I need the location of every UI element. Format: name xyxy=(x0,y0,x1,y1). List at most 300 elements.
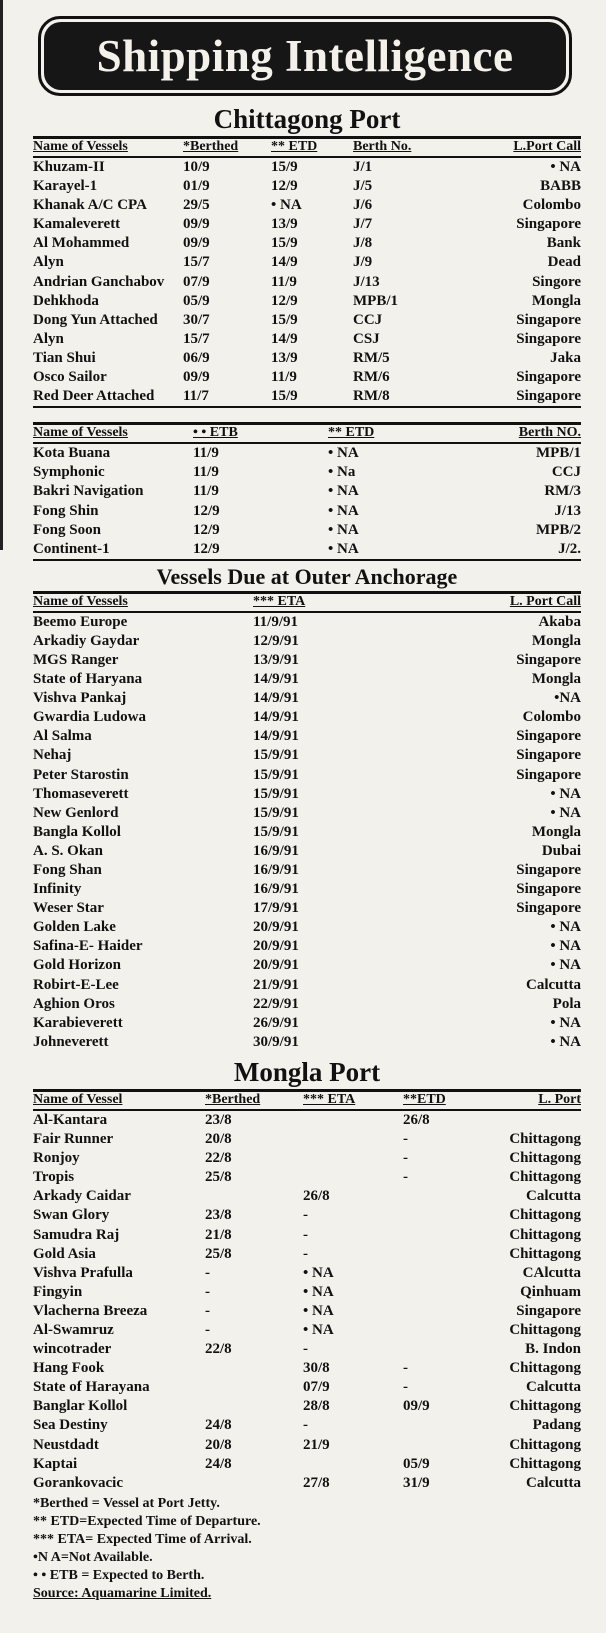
table-cell: 30/8 xyxy=(303,1360,330,1377)
table-cell: Robirt-E-Lee xyxy=(33,976,119,993)
table-cell: 13/9 xyxy=(271,216,298,233)
table-row xyxy=(33,766,581,785)
table-cell: 26/8 xyxy=(303,1188,330,1205)
table-cell xyxy=(303,1455,403,1474)
table-row xyxy=(33,670,581,689)
table-cell: 31/9 xyxy=(403,1474,430,1491)
table-cell: Peter Starostin xyxy=(33,766,129,783)
table-cell: 13/9 xyxy=(271,349,298,366)
table-cell: Singapore xyxy=(516,388,581,405)
table-cell: 21/9/91 xyxy=(253,976,299,993)
table-row xyxy=(33,918,581,937)
chittagong-heading: Chittagong Port xyxy=(213,104,401,134)
table-cell: • NA xyxy=(550,1014,581,1031)
table-cell: 11/9 xyxy=(193,445,219,462)
table-cell: • NA xyxy=(328,445,359,462)
table-cell: 11/9/91 xyxy=(253,613,299,630)
table-cell: 06/9 xyxy=(183,349,210,366)
column-header: Name of Vessels xyxy=(33,425,128,441)
table-cell: • NA xyxy=(271,197,302,214)
footnote-line: *Berthed = Vessel at Port Jetty. xyxy=(33,1495,220,1511)
table-cell: Fong Shin xyxy=(33,502,99,519)
chittagong-berthed-table xyxy=(33,136,581,408)
table-cell: Banglar Kollol xyxy=(33,1398,128,1415)
table-cell: Singore xyxy=(532,273,581,290)
masthead-banner xyxy=(38,16,572,96)
table-cell: CCJ xyxy=(353,311,383,328)
table-cell: 26/8 xyxy=(403,1111,430,1128)
table-cell: • NA xyxy=(303,1283,334,1300)
table-cell xyxy=(403,1416,473,1435)
table-cell: Gold Asia xyxy=(33,1245,96,1262)
table-cell: J/6 xyxy=(353,197,373,214)
table-cell xyxy=(205,1474,303,1493)
table-cell: RM/8 xyxy=(353,388,390,405)
table-cell: 11/7 xyxy=(183,388,209,405)
table-cell: 15/9/91 xyxy=(253,766,299,783)
table-cell xyxy=(303,1149,403,1168)
table-cell: - xyxy=(303,1417,308,1434)
table-cell: - xyxy=(403,1169,408,1186)
table-row xyxy=(33,1226,581,1245)
table-cell: 15/9 xyxy=(271,159,298,175)
table-row xyxy=(33,311,581,330)
table-cell xyxy=(403,1302,473,1321)
table-cell: 15/9/91 xyxy=(253,804,299,821)
table-row xyxy=(33,1283,581,1302)
table-cell: Singapore xyxy=(516,881,581,898)
table-cell: 01/9 xyxy=(183,178,210,195)
table-cell: 15/9 xyxy=(271,388,298,405)
table-cell: - xyxy=(303,1226,308,1243)
table-row xyxy=(33,1436,581,1455)
table-cell: 14/9/91 xyxy=(253,690,299,707)
table-cell: Al-Kantara xyxy=(33,1111,108,1128)
table-cell: J/9 xyxy=(353,254,373,271)
table-cell: 22/9/91 xyxy=(253,995,299,1012)
table-row xyxy=(33,521,581,540)
table-cell: Fingyin xyxy=(33,1283,83,1300)
table-row xyxy=(33,196,581,215)
table-cell xyxy=(473,1110,581,1130)
table-row xyxy=(33,1474,581,1493)
table-row xyxy=(33,842,581,861)
footnote-line: • • ETB = Expected to Berth. xyxy=(33,1567,205,1583)
table-cell: • NA xyxy=(303,1302,334,1319)
table-cell: • NA xyxy=(328,521,359,538)
table-cell: • NA xyxy=(328,483,359,500)
masthead-inner xyxy=(44,22,566,90)
table-cell: Samudra Raj xyxy=(33,1226,120,1243)
table-cell: Chittagong xyxy=(509,1226,581,1243)
table-cell: 17/9/91 xyxy=(253,900,299,917)
table-cell: Gold Horizon xyxy=(33,957,121,974)
table-cell: Singapore xyxy=(516,369,581,386)
table-cell: Chittagong xyxy=(509,1150,581,1167)
table-cell: Symphonic xyxy=(33,464,105,481)
table-cell: - xyxy=(403,1131,408,1148)
table-cell: • NA xyxy=(550,1033,581,1050)
table-row xyxy=(33,956,581,975)
table-row xyxy=(33,1378,581,1397)
table-cell: 11/9 xyxy=(193,483,219,500)
table-cell: Singapore xyxy=(516,747,581,764)
table-cell: 07/9 xyxy=(183,273,210,290)
table-cell xyxy=(403,1206,473,1225)
table-row xyxy=(33,1130,581,1149)
table-row xyxy=(33,349,581,368)
table-cell: 26/9/91 xyxy=(253,1014,299,1031)
table-cell: 30/9/91 xyxy=(253,1033,299,1050)
column-header: L. Port Call xyxy=(509,593,581,609)
column-header: L. Port xyxy=(538,1091,581,1107)
table-cell: J/7 xyxy=(353,216,373,233)
table-cell: Akaba xyxy=(538,613,581,630)
table-cell: Chittagong xyxy=(509,1436,581,1453)
footnote-line: *** ETA= Expected Time of Arrival. xyxy=(33,1531,252,1547)
table-cell: Ronjoy xyxy=(33,1150,80,1167)
table-cell xyxy=(403,1226,473,1245)
table-cell: Mongla xyxy=(531,671,581,688)
table-cell: Khanak A/C CPA xyxy=(33,197,147,214)
table-row xyxy=(33,1416,581,1435)
table-cell xyxy=(205,1378,303,1397)
table-row xyxy=(33,482,581,501)
table-cell: - xyxy=(303,1245,308,1262)
table-cell: Vlacherna Breeza xyxy=(33,1302,148,1319)
table-row xyxy=(33,976,581,995)
table-cell: 16/9/91 xyxy=(253,881,299,898)
table-cell xyxy=(403,1187,473,1206)
table-cell: 21/9 xyxy=(303,1436,330,1453)
table-cell: Beemo Europe xyxy=(33,613,128,630)
table-header-row xyxy=(33,1090,581,1110)
table-row xyxy=(33,387,581,407)
table-cell: 25/8 xyxy=(205,1245,232,1262)
table-cell: Singapore xyxy=(516,900,581,917)
table-row xyxy=(33,502,581,521)
table-cell: 05/9 xyxy=(403,1455,430,1472)
table-cell: 12/9 xyxy=(193,502,220,519)
table-cell: • NA xyxy=(550,804,581,821)
table-cell: Kota Buana xyxy=(33,445,111,462)
table-cell: 20/9/91 xyxy=(253,919,299,936)
table-row xyxy=(33,1455,581,1474)
table-cell: Arkadiy Gaydar xyxy=(33,632,140,649)
table-row xyxy=(33,234,581,253)
table-row xyxy=(33,1206,581,1225)
table-row xyxy=(33,253,581,272)
table-cell xyxy=(205,1359,303,1378)
column-header: *Berthed xyxy=(183,139,239,154)
table-cell: 15/9 xyxy=(271,311,298,328)
table-cell: MPB/1 xyxy=(536,445,581,462)
footnote-line: •N A=Not Available. xyxy=(33,1549,153,1565)
table-cell: J/1 xyxy=(353,159,373,175)
table-cell: Tian Shui xyxy=(33,349,96,366)
table-row xyxy=(33,1302,581,1321)
table-cell: Bakri Navigation xyxy=(33,483,144,500)
table-cell: 13/9/91 xyxy=(253,651,299,668)
table-cell xyxy=(403,1264,473,1283)
table-cell: 29/5 xyxy=(183,197,210,214)
table-cell: 11/9 xyxy=(193,464,219,481)
table-cell xyxy=(205,1397,303,1416)
table-cell: Dead xyxy=(547,254,581,271)
table-cell: Dehkhoda xyxy=(33,292,99,309)
table-cell: J/5 xyxy=(353,178,373,195)
table-cell: 30/7 xyxy=(183,311,210,328)
table-row xyxy=(33,1110,581,1130)
table-cell: • NA xyxy=(550,957,581,974)
table-cell: Vishva Prafulla xyxy=(33,1264,133,1281)
table-cell: A. S. Okan xyxy=(33,842,104,859)
table-cell: - xyxy=(205,1264,210,1281)
table-row xyxy=(33,1245,581,1264)
table-cell: Calcutta xyxy=(526,1188,581,1205)
listing-content xyxy=(33,103,581,1603)
table-row xyxy=(33,727,581,746)
table-cell: 11/9 xyxy=(271,273,297,290)
table-cell: 09/9 xyxy=(183,216,210,233)
footnote-line: Source: Aquamarine Limited. xyxy=(33,1585,212,1601)
table-cell xyxy=(303,1110,403,1130)
table-cell: Kamaleverett xyxy=(33,216,121,233)
table-cell: • NA xyxy=(328,540,359,557)
table-cell: Singapore xyxy=(516,216,581,233)
column-header: Berth No. xyxy=(353,139,412,154)
table-cell: - xyxy=(205,1321,210,1338)
table-cell: - xyxy=(403,1379,408,1396)
table-cell: • NA xyxy=(303,1321,334,1338)
table-cell: RM/6 xyxy=(353,369,390,386)
table-cell: 12/9 xyxy=(271,178,298,195)
table-cell: CCJ xyxy=(551,464,581,481)
table-cell xyxy=(403,1283,473,1302)
table-cell: State of Haryana xyxy=(33,671,143,688)
column-header: ** ETD xyxy=(328,425,375,441)
table-cell: J/13 xyxy=(554,502,581,519)
table-cell: Karayel-1 xyxy=(33,178,98,195)
outer-anchorage-heading: Vessels Due at Outer Anchorage xyxy=(156,563,458,589)
table-cell: Singapore xyxy=(516,766,581,783)
table-cell: Golden Lake xyxy=(33,919,116,936)
table-cell: Gwardia Ludowa xyxy=(33,709,146,726)
table-row xyxy=(33,612,581,632)
table-cell: Chittagong xyxy=(509,1207,581,1224)
table-cell: Calcutta xyxy=(526,1379,581,1396)
table-cell: Bangla Kollol xyxy=(33,823,121,840)
table-cell xyxy=(205,1187,303,1206)
table-cell: Chittagong xyxy=(509,1455,581,1472)
table-row xyxy=(33,1168,581,1187)
column-header: Name of Vessel xyxy=(33,1091,123,1107)
table-cell: 11/9 xyxy=(271,369,297,386)
table-cell: 25/8 xyxy=(205,1169,232,1186)
table-cell: • NA xyxy=(550,938,581,955)
table-cell: 28/8 xyxy=(303,1398,330,1415)
table-cell: Aghion Oros xyxy=(33,995,115,1012)
table-cell: Fong Shan xyxy=(33,862,102,878)
table-cell: • NA xyxy=(550,919,581,936)
table-cell: Nehaj xyxy=(33,747,72,764)
table-cell: Hang Fook xyxy=(33,1360,105,1377)
table-row xyxy=(33,443,581,463)
table-cell: Chittagong xyxy=(509,1360,581,1377)
table-cell: Colombo xyxy=(522,197,581,214)
table-cell xyxy=(403,1245,473,1264)
table-cell: Fong Soon xyxy=(33,521,101,538)
table-cell: Al Mohammed xyxy=(33,235,130,252)
table-cell: Singapore xyxy=(516,651,581,668)
table-cell: wincotrader xyxy=(33,1341,112,1358)
table-row xyxy=(33,157,581,177)
table-cell: 15/7 xyxy=(183,254,210,271)
table-header-row xyxy=(33,138,581,158)
table-row xyxy=(33,1187,581,1206)
table-cell: Sea Destiny xyxy=(33,1417,108,1434)
table-cell: Chittagong xyxy=(509,1245,581,1262)
table-cell: 27/8 xyxy=(303,1474,330,1491)
table-row xyxy=(33,1397,581,1416)
table-cell: 23/8 xyxy=(205,1207,232,1224)
table-cell: 14/9 xyxy=(271,330,298,347)
table-cell: • NA xyxy=(328,502,359,519)
table-cell: Qinhuam xyxy=(520,1283,581,1300)
table-cell xyxy=(403,1340,473,1359)
table-cell: Mongla xyxy=(531,823,581,840)
table-cell: - xyxy=(205,1302,210,1319)
table-cell: RM/5 xyxy=(353,349,390,366)
table-cell: Infinity xyxy=(33,881,82,898)
column-header: Name of Vessels xyxy=(33,139,128,154)
table-cell: Khuzam-II xyxy=(33,159,105,175)
table-cell: MPB/2 xyxy=(536,521,581,538)
table-cell: 12/9 xyxy=(193,540,220,557)
table-cell: Osco Sailor xyxy=(33,369,107,386)
table-row xyxy=(33,995,581,1014)
table-cell: • Na xyxy=(328,464,356,481)
table-cell: 09/9 xyxy=(183,369,210,386)
chittagong-etb-table xyxy=(33,422,581,561)
table-cell: 05/9 xyxy=(183,292,210,309)
mongla-heading: Mongla Port xyxy=(233,1056,381,1087)
table-cell: Colombo xyxy=(522,709,581,726)
table-cell: Chittagong xyxy=(509,1321,581,1338)
table-cell: 24/8 xyxy=(205,1417,232,1434)
table-row xyxy=(33,746,581,765)
table-cell: Continent-1 xyxy=(33,540,110,557)
table-cell: Chittagong xyxy=(509,1131,581,1148)
table-cell: Dong Yun Attached xyxy=(33,311,158,328)
table-cell: Singapore xyxy=(516,311,581,328)
table-cell: Singapore xyxy=(516,330,581,347)
table-cell: Pola xyxy=(552,995,581,1012)
table-cell: State of Harayana xyxy=(33,1379,150,1396)
table-row xyxy=(33,804,581,823)
table-cell: • NA xyxy=(550,159,581,175)
table-row xyxy=(33,1340,581,1359)
table-cell: 15/9/91 xyxy=(253,785,299,802)
table-cell: Swan Glory xyxy=(33,1207,110,1224)
mongla-table xyxy=(33,1089,581,1493)
table-cell: 20/9/91 xyxy=(253,938,299,955)
table-cell: 09/9 xyxy=(183,235,210,252)
table-cell: 16/9/91 xyxy=(253,862,299,878)
table-cell: Chittagong xyxy=(509,1169,581,1186)
page-title: Shipping Intelligence xyxy=(96,31,514,81)
table-cell: 15/9/91 xyxy=(253,823,299,840)
table-cell xyxy=(303,1168,403,1187)
table-cell: - xyxy=(403,1360,408,1377)
table-row xyxy=(33,689,581,708)
table-cell: 07/9 xyxy=(303,1379,330,1396)
table-cell: B. Indon xyxy=(525,1341,581,1358)
table-row xyxy=(33,463,581,482)
table-row xyxy=(33,708,581,727)
table-cell: MPB/1 xyxy=(353,292,398,309)
table-cell: Singapore xyxy=(516,1302,581,1319)
table-row xyxy=(33,292,581,311)
table-cell: Al-Swamruz xyxy=(33,1321,114,1338)
table-cell: Singapore xyxy=(516,862,581,878)
table-cell: Alyn xyxy=(33,254,64,271)
outer-anchorage-table xyxy=(33,591,581,1052)
table-cell: - xyxy=(403,1150,408,1167)
table-row xyxy=(33,1033,581,1052)
table-cell: BABB xyxy=(540,178,581,195)
table-cell: • NA xyxy=(550,785,581,802)
table-cell: New Genlord xyxy=(33,804,119,821)
table-cell: 12/9 xyxy=(193,521,220,538)
table-cell: - xyxy=(303,1341,308,1358)
table-cell: Weser Star xyxy=(33,900,104,917)
column-header: Berth NO. xyxy=(518,425,581,441)
table-cell: Thomaseverett xyxy=(33,785,129,802)
table-cell: CAlcutta xyxy=(522,1264,581,1281)
table-row xyxy=(33,368,581,387)
table-cell: Johneverett xyxy=(33,1033,109,1050)
footnote-line: ** ETD=Expected Time of Departure. xyxy=(33,1513,261,1529)
table-cell: Calcutta xyxy=(526,976,581,993)
table-cell: 20/8 xyxy=(205,1436,232,1453)
table-cell: 21/8 xyxy=(205,1226,232,1243)
table-row xyxy=(33,937,581,956)
table-cell: J/13 xyxy=(353,273,380,290)
table-row xyxy=(33,1264,581,1283)
column-header: ** ETD xyxy=(271,139,318,154)
column-header: *** ETA xyxy=(303,1091,356,1107)
column-header: **ETD xyxy=(403,1091,446,1107)
table-row xyxy=(33,1014,581,1033)
table-header-row xyxy=(33,592,581,612)
table-cell: CSJ xyxy=(353,330,380,347)
table-cell: Red Deer Attached xyxy=(33,388,155,405)
column-header: *Berthed xyxy=(205,1091,261,1107)
table-cell: Vishva Pankaj xyxy=(33,690,127,707)
table-cell: 23/8 xyxy=(205,1111,232,1128)
column-header: L.Port Call xyxy=(513,139,581,154)
table-cell: 09/9 xyxy=(403,1398,430,1415)
table-cell: - xyxy=(303,1207,308,1224)
table-cell: Karabieverett xyxy=(33,1014,123,1031)
column-header: • • ETB xyxy=(193,425,238,441)
table-cell: 12/9/91 xyxy=(253,632,299,649)
table-cell: Andrian Ganchabov xyxy=(33,273,165,290)
table-cell: 22/8 xyxy=(205,1150,232,1167)
table-row xyxy=(33,823,581,842)
table-row xyxy=(33,651,581,670)
